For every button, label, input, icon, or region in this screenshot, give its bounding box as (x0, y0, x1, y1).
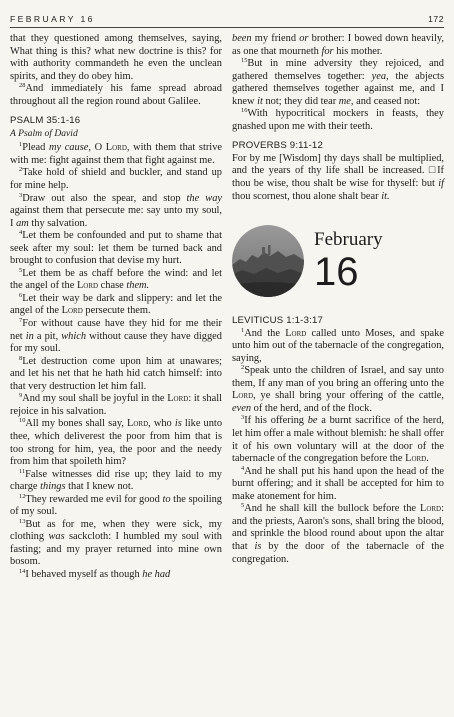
psalm-verse-15: $^{15}$But in mine adversity they rejoiced, and gathered themselves together: yea, the abjects gathered themselves together against me, and I knew it not; they did tear me, and ceased not: (232, 57, 444, 107)
date-day: 16 (314, 250, 359, 295)
proverbs-reference: PROVERBS 9:11-12 (232, 140, 324, 152)
date-text (314, 229, 383, 293)
landscape-medallion-icon (232, 225, 304, 297)
leviticus-verse-2: $^2$Speak unto the children of Israel, and say unto them, If any man of you bring an offering unto the Lord, ye shall bring your offering of the cattle, even of the herd, and of the flock. (232, 364, 444, 414)
leviticus-verse-5: $^5$And he shall kill the bullock before the Lord: and the priests, Aaron's sons, shall bring the blood, and sprinkle the blood round about upon the altar that is by the door of the tabernacle of the congregation. (232, 502, 444, 565)
psalm-verse-14: $^{14}$I behaved myself as though he had (19, 567, 171, 580)
two-column-body (10, 33, 444, 582)
psalm-verse-8: $^8$Let destruction come upon him at unawares; and let his net that he hath hid catch himself: into that very destruction let him fall. (10, 354, 222, 392)
psalm-verse-13: $^{13}$But as for me, when they were sick, my clothing was sackcloth: I humbled my soul with fasting; and my prayer returned into mine own bosom. (10, 517, 222, 568)
psalm-verse-6: $^6$Let their way be dark and slippery: and let the angel of the Lord persecute them. (10, 291, 222, 317)
psalm-reference: PSALM 35:1-16 (10, 115, 81, 127)
leviticus-verse-1: $^1$And the Lord called unto Moses, and spake unto him out of the tabernacle of the congregation, saying, (232, 326, 444, 364)
psalm-verse-3: $^3$Draw out also the spear, and stop the way against them that persecute me: say unto my soul, I am thy salvation. (10, 191, 222, 229)
psalm-verse-16: $^{16}$With hypocritical mockers in feasts, they gnashed upon me with their teeth. (232, 107, 444, 132)
psalm-verse-7: $^7$For without cause have they hid for me their net in a pit, which without cause they have digged for my soul. (10, 317, 222, 355)
psalm-verse-14-cont: been my friend or brother: I bowed down heavily, as one that mourneth for his mother. (232, 33, 444, 57)
left-column (10, 33, 222, 582)
psalm-verse-5: $^5$Let them be as chaff before the wind: and let the angel of the Lord chase them. (10, 266, 222, 292)
psalm-verse-11: $^{11}$False witnesses did rise up; they laid to my charge things that I knew not. (10, 467, 222, 493)
proverbs-passage: For by me [Wisdom] thy days shall be multiplied, and the years of thy life shall be increased. □If thou be wise, thou shalt be wise for thyself: but if thou scornest, thou alone shalt bear it. (232, 152, 444, 202)
running-head: FEBRUARY 16 (10, 14, 95, 24)
leviticus-verse-4: $^4$And he shall put his hand upon the head of the burnt offering; and it shall be accepted for him to make atonement for him. (232, 464, 444, 502)
page-number: 172 (428, 14, 444, 24)
leviticus-reference: LEVITICUS 1:1-3:17 (232, 315, 324, 327)
psalm-verse-4: $^4$Let them be confounded and put to shame that seek after my soul: let them be turned back and brought to confusion that devise my hurt. (10, 229, 222, 267)
date-month: February (314, 229, 383, 251)
page-header (10, 14, 444, 28)
right-column (232, 33, 444, 582)
leviticus-verse-3: $^3$If his offering be a burnt sacrifice of the herd, let him offer a male without blemish: he shall offer it of his own voluntary will at the door of the tabernacle of the congregation before the Lord. (232, 414, 444, 465)
verse-number: 28 (19, 82, 26, 90)
psalm-verse-9: $^9$And my soul shall be joyful in the Lord: it shall rejoice in his salvation. (10, 392, 222, 417)
psalm-verse-10: $^{10}$All my bones shall say, Lord, who is like unto thee, which deliverest the poor from him that is too strong for him, yea, the poor and the needy from him that spoileth him? (10, 417, 223, 468)
psalm-verse-1: $^1$Plead my cause, O Lord, with them that strive with me: fight against them that fight against me. (10, 141, 222, 166)
psalm-verse-12: $^{12}$They rewarded me evil for good to the spoiling of my soul. (10, 492, 222, 518)
psalm-superscription: A Psalm of David (10, 127, 78, 139)
mark-continuation: that they questioned among themselves, saying, What thing is this? what new doctrine is this? for with authority commandeth he even the unclean spirits, and they do obey him. (10, 33, 222, 82)
date-heading (232, 225, 444, 297)
verse-28: $^{28}$And immediately his fame spread abroad throughout all the region round about Galilee. (10, 82, 222, 107)
psalm-verse-2: $^2$Take hold of shield and buckler, and stand up for mine help. (10, 166, 222, 192)
